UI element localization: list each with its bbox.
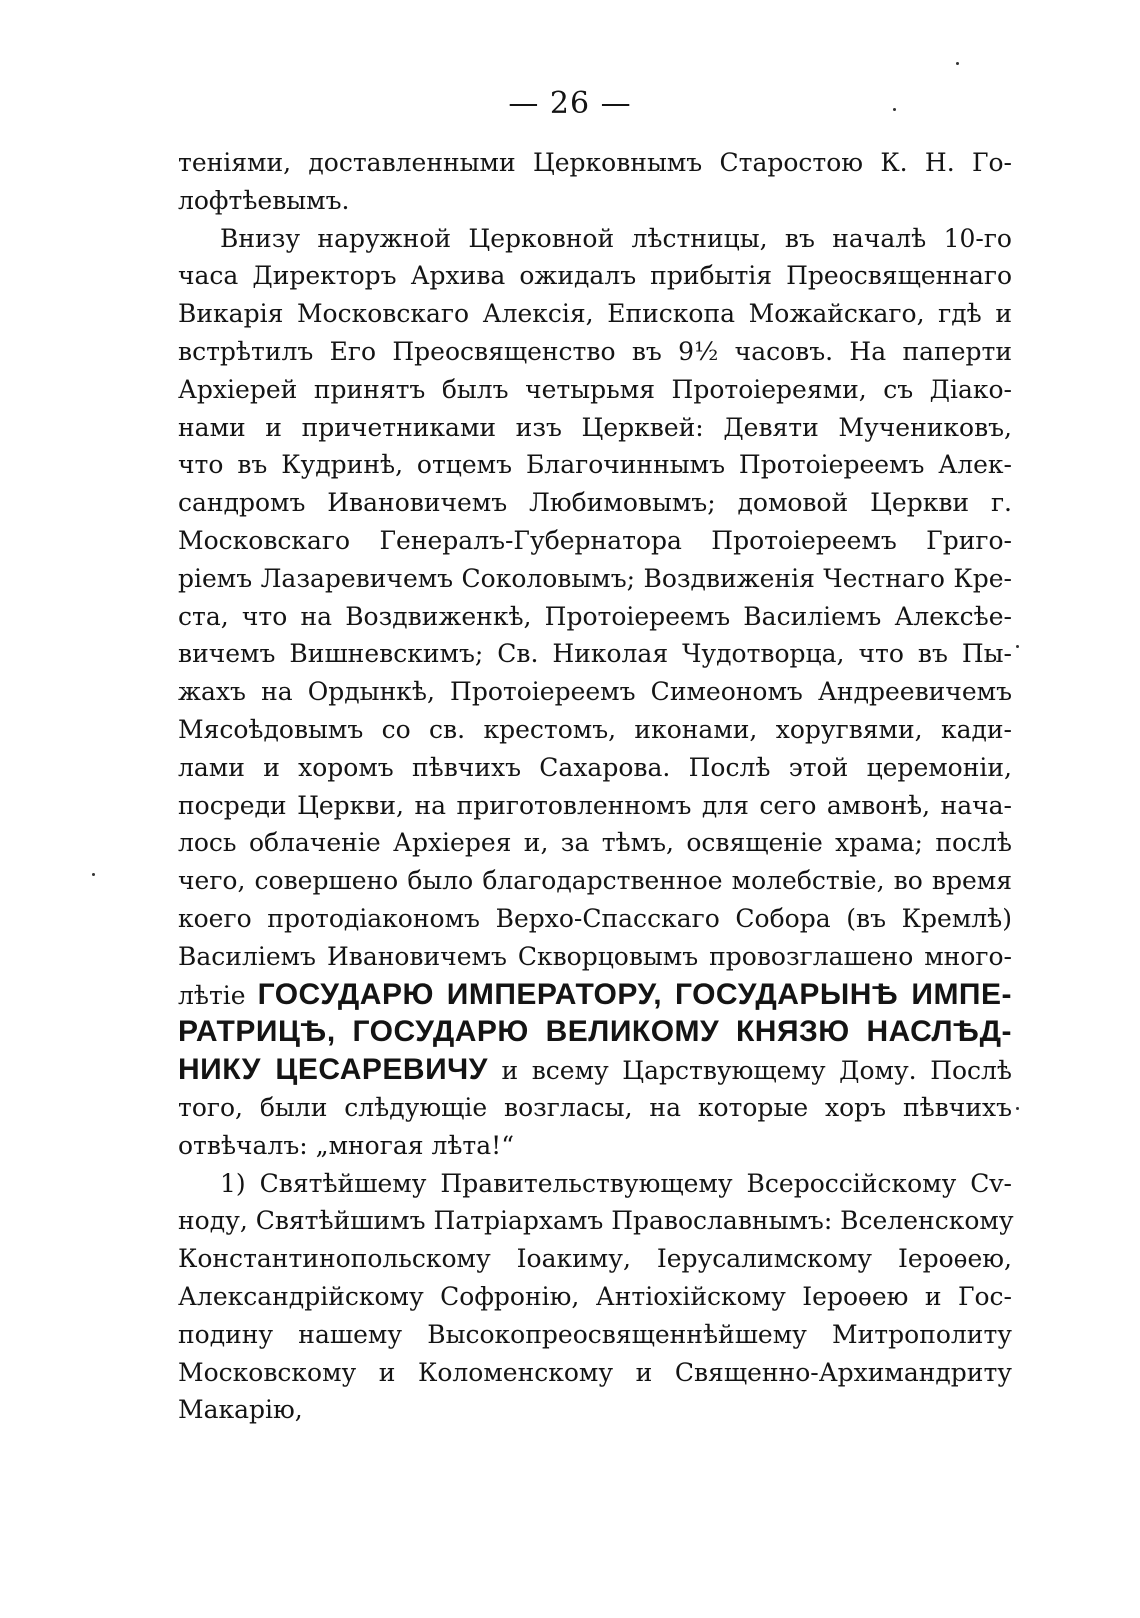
text-run: Александрійскому Софронію, Антіохійскому Іероѳею и Гос-	[178, 1281, 1012, 1311]
body-text	[178, 144, 1012, 1429]
text-line	[178, 598, 1012, 636]
text-run: Московскому и Коломенскому и Священно-Архимандриту	[178, 1357, 1012, 1387]
text-line	[178, 333, 1012, 371]
text-run: вичемъ Вишневскимъ; Св. Николая Чудотворца, что въ Пы-	[178, 639, 1012, 669]
text-run: лось облаченіе Архіерея и, за тѣмъ, освященіе храма; послѣ	[178, 828, 1012, 858]
text-line	[178, 787, 1012, 825]
text-run: что въ Кудринѣ, отцемъ Благочиннымъ Протоіереемъ Алек-	[178, 450, 1012, 480]
text-line	[178, 824, 1012, 862]
text-line	[178, 862, 1012, 900]
text-run: жахъ на Ордынкѣ, Протоіереемъ Симеономъ Андреевичемъ	[178, 677, 1012, 707]
text-run: чего, совершено было благодарственное молебствіе, во время	[178, 866, 1012, 896]
text-line	[178, 1202, 1012, 1240]
text-line	[178, 560, 1012, 598]
text-line	[178, 484, 1012, 522]
text-run: встрѣтилъ Его Преосвященство въ 9½ часовъ. На паперти	[178, 336, 1012, 366]
text-line	[178, 1391, 1012, 1429]
text-run: того, были слѣдующіе возгласы, на которые хоръ пѣвчихъ	[178, 1092, 1012, 1122]
text-run: Викарія Московскаго Алексія, Епископа Можайскаго, гдѣ и	[178, 299, 1012, 329]
text-run: посреди Церкви, на приготовленномъ для сего амвонѣ, нача-	[178, 790, 1012, 820]
text-line	[178, 257, 1012, 295]
page-number: — 26 —	[508, 86, 632, 121]
text-line	[178, 711, 1012, 749]
text-line	[178, 976, 1012, 1014]
caps-text-run: НИКУ ЦЕСАРЕВИЧУ	[178, 1053, 488, 1087]
text-line	[178, 1278, 1012, 1316]
print-speck	[956, 62, 959, 65]
text-line	[178, 938, 1012, 976]
text-run: коего протодіакономъ Верхо-Спасскаго Собора (въ Кремлѣ)	[178, 903, 1012, 933]
text-run: сандромъ Ивановичемъ Любимовымъ; домовой Церкви г.	[178, 488, 1012, 518]
print-speck	[92, 873, 95, 876]
text-line	[178, 409, 1012, 447]
text-run: ста, что на Воздвиженкѣ, Протоіереемъ Василіемъ Алексѣе-	[178, 601, 1012, 631]
text-line	[178, 1165, 1012, 1203]
text-run: часа Директоръ Архива ожидалъ прибытія Преосвященнаго	[178, 261, 1012, 291]
text-line	[178, 1051, 1012, 1089]
text-run: 1) Святѣйшему Правительствующему Всероссійскому Сv-	[220, 1168, 1012, 1198]
text-line	[178, 635, 1012, 673]
text-run: теніями, доставленными Церковнымъ Старостою К. Н. Го-	[178, 148, 1012, 177]
text-line	[178, 144, 1012, 182]
text-run: и всему Царствующему Дому. Послѣ	[487, 1056, 1013, 1086]
text-run: лофтѣевымъ.	[178, 185, 350, 215]
text-run: лами и хоромъ пѣвчихъ Сахарова. Послѣ этой церемоніи,	[178, 752, 1012, 782]
caps-text-run: РАТРИЦѢ, ГОСУДАРЮ ВЕЛИКОМУ КНЯЗЮ НАСЛѢД-	[178, 1015, 1012, 1049]
text-line	[178, 522, 1012, 560]
text-line	[178, 295, 1012, 333]
text-run: отвѣчалъ: „многая лѣта!“	[178, 1130, 514, 1160]
text-run: Архіерей принятъ былъ четырьмя Протоіереями, съ Діако-	[178, 374, 1012, 404]
text-line	[178, 749, 1012, 787]
print-speck	[1016, 1107, 1019, 1110]
print-speck	[893, 108, 896, 111]
text-line	[178, 371, 1012, 409]
text-line	[178, 673, 1012, 711]
text-line	[178, 1127, 1012, 1165]
text-run: Василіемъ Ивановичемъ Скворцовымъ провозглашено много-	[178, 941, 1012, 971]
text-run: Константинопольскому Іоакиму, Іерусалимскому Іероѳею,	[178, 1244, 1012, 1274]
text-run: Московскаго Генералъ-Губернатора Протоіереемъ Григо-	[178, 525, 1012, 555]
text-run: Макарію,	[178, 1395, 303, 1425]
text-run: Внизу наружной Церковной лѣстницы, въ началѣ 10-го	[220, 223, 1012, 253]
text-line	[178, 1240, 1012, 1278]
text-run: ріемъ Лазаревичемъ Соколовымъ; Воздвиженія Честнаго Кре-	[178, 563, 1012, 593]
text-line	[178, 220, 1012, 258]
text-line	[178, 446, 1012, 484]
text-run: лѣтіе	[178, 980, 258, 1010]
text-line	[178, 1089, 1012, 1127]
text-run: Мясоѣдовымъ со св. крестомъ, иконами, хоругвями, кади-	[178, 714, 1012, 744]
text-run: ноду, Святѣйшимъ Патріархамъ Православнымъ: Вселенскому	[178, 1206, 1014, 1236]
caps-text-run: ГОСУДАРЮ ИМПЕРАТОРУ, ГОСУДАРЫНѢ ИМПЕ-	[257, 977, 1012, 1011]
print-speck	[1016, 645, 1019, 648]
text-line	[178, 1354, 1012, 1392]
text-line	[178, 1316, 1012, 1354]
text-run: подину нашему Высокопреосвященнѣйшему Митрополиту	[178, 1319, 1012, 1349]
text-line	[178, 900, 1012, 938]
text-line	[178, 1013, 1012, 1051]
text-run: нами и причетниками изъ Церквей: Девяти Мучениковъ,	[178, 412, 1012, 442]
text-line	[178, 182, 1012, 220]
